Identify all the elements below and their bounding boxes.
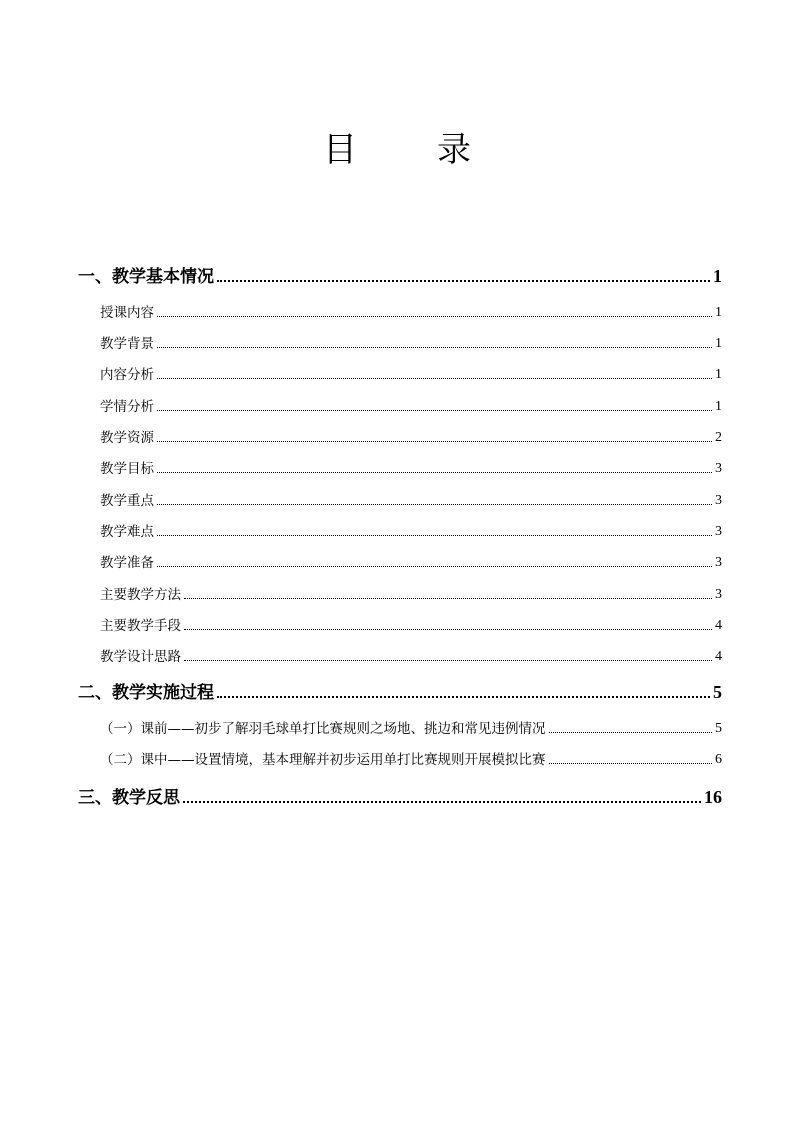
toc-page-number: 3 [715,461,722,476]
toc-item-kezhong[interactable] [100,746,722,768]
toc-label: 主要教学方法 [100,587,181,603]
dot-leader [549,731,713,733]
toc-item-jiaoxue-beijing[interactable] [100,330,722,352]
toc-item-jiaoxue-nandian[interactable] [100,518,722,540]
toc-page-number: 1 [715,367,722,382]
dot-leader [157,565,712,567]
toc-item-zhuyao-jiaoxue-shouduan[interactable] [100,612,722,634]
toc-label: 主要教学手段 [100,618,181,634]
toc-label: 二、教学实施过程 [78,683,214,703]
toc-page-number: 3 [715,524,722,539]
toc-page-number: 4 [715,618,722,633]
toc-page-number: 16 [704,787,722,807]
dot-leader [184,628,712,630]
dot-leader [157,377,712,379]
toc-label: 教学重点 [100,493,154,509]
dot-leader [549,762,713,764]
dot-leader [157,503,712,505]
dot-leader [157,346,712,348]
toc-item-jiaoxue-mubiao[interactable] [100,455,722,477]
toc-item-jiaoxue-ziyuan[interactable] [100,424,722,446]
dot-leader [157,409,712,411]
dot-leader [184,659,712,661]
toc-page-number: 1 [715,399,722,414]
title-char-left: 目 [323,130,357,170]
toc-page-number: 1 [715,305,722,320]
toc-page-number: 1 [715,336,722,351]
toc-section-1[interactable] [78,261,722,287]
toc-item-neirong-fenxi[interactable] [100,361,722,383]
dot-leader [217,279,710,282]
toc-label: 教学目标 [100,461,154,477]
toc-section-2[interactable] [78,677,722,703]
toc-item-keqian[interactable] [100,715,722,737]
toc-page-number: 3 [715,587,722,602]
toc-item-jiaoxue-zhunbei[interactable] [100,549,722,571]
toc-page-number: 6 [715,752,722,767]
toc-label: （一）课前——初步了解羽毛球单打比赛规则之场地、挑边和常见违例情况 [100,721,546,737]
toc-item-jiaoxue-sheji-silu[interactable] [100,643,722,665]
toc-page-number: 1 [713,266,722,286]
toc-label: （二）课中——设置情境，基本理解并初步运用单打比赛规则开展模拟比赛 [100,752,546,768]
dot-leader [183,800,701,803]
toc-label: 授课内容 [100,305,154,321]
toc-item-shouke-neirong[interactable] [100,299,722,321]
dot-leader [157,534,712,536]
toc-page-number: 5 [713,682,722,702]
dot-leader [157,315,712,317]
toc-page-number: 4 [715,649,722,664]
toc-page-number: 5 [715,721,722,736]
toc-label: 教学设计思路 [100,649,181,665]
toc-section-3[interactable] [78,782,722,808]
toc-page-number: 3 [715,493,722,508]
dot-leader [184,597,712,599]
dot-leader [217,695,710,698]
toc-label: 一、教学基本情况 [78,267,214,287]
toc-item-zhuyao-jiaoxue-fangfa[interactable] [100,581,722,603]
toc-label: 教学资源 [100,430,154,446]
toc-item-jiaoxue-zhongdian[interactable] [100,487,722,509]
toc-page-number: 2 [715,430,722,445]
toc-label: 学情分析 [100,399,154,415]
dot-leader [157,440,712,442]
title-char-right: 录 [437,130,471,170]
toc-item-xueqing-fenxi[interactable] [100,393,722,415]
dot-leader [157,471,712,473]
toc-label: 三、教学反思 [78,788,180,808]
toc-label: 教学准备 [100,555,154,571]
toc-label: 教学背景 [100,336,154,352]
toc-label: 教学难点 [100,524,154,540]
toc-label: 内容分析 [100,367,154,383]
toc-page-number: 3 [715,555,722,570]
